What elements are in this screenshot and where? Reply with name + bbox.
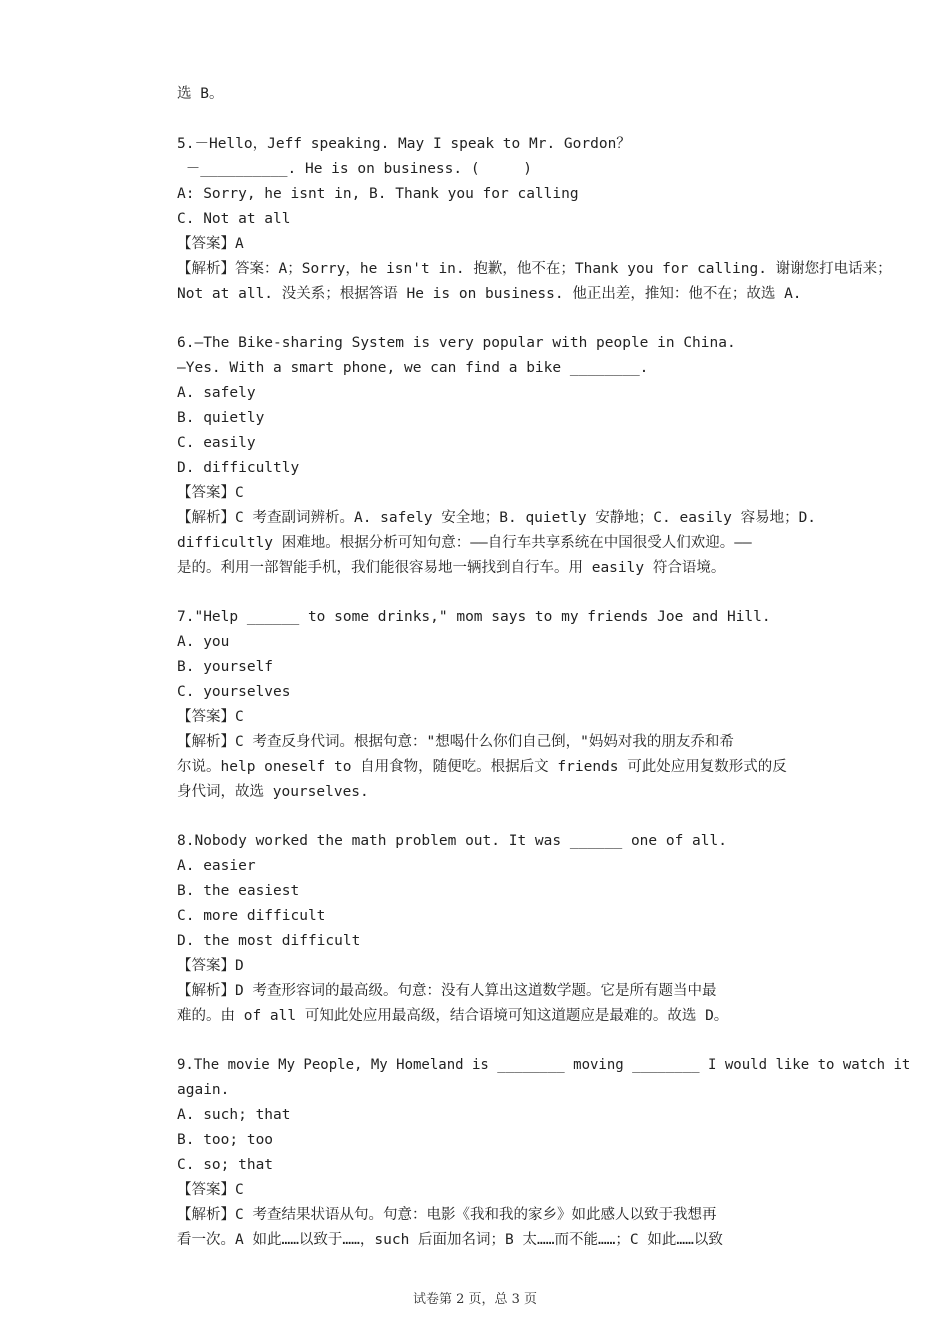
option-line: D. the most difficult	[177, 933, 361, 949]
option-line: A. easier	[177, 858, 256, 874]
option-line: D. difficultly	[177, 460, 300, 476]
analysis-line: 【解析】C 考查反身代词。根据句意："想喝什么你们自己倒，"妈妈对我的朋友乔和希	[177, 734, 734, 750]
option-line: A. such; that	[177, 1107, 291, 1123]
option-line: C. more difficult	[177, 908, 326, 924]
analysis-line: 【解析】D 考查形容词的最高级。句意：没有人算出这道数学题。它是所有题当中最	[177, 983, 717, 999]
answer-line: 【答案】C	[177, 1182, 244, 1198]
answer-line: 【答案】C	[177, 485, 244, 501]
option-line: B. too; too	[177, 1132, 274, 1148]
page-footer: 试卷第 2 页，总 3 页	[412, 1292, 538, 1307]
option-line: C. yourselves	[177, 684, 291, 700]
option-line: B. yourself	[177, 659, 274, 675]
analysis-line: 【解析】C 考查副词辨析。A. safely 安全地；B. quietly 安静地；C. easily 容易地；D.	[177, 510, 817, 526]
option-line: C. so; that	[177, 1157, 274, 1173]
option-line: C. easily	[177, 435, 256, 451]
analysis-line: 【解析】C 考查结果状语从句。句意：电影《我和我的家乡》如此感人以致于我想再	[177, 1207, 717, 1223]
question-5: 5.－Hello，Jeff speaking. May I speak to Mr. Gordon？	[177, 136, 631, 152]
text-line: —Yes. With a smart phone, we can find a bike ________.	[177, 360, 649, 376]
text-line: again.	[177, 1082, 230, 1098]
analysis-line: difficultly 困难地。根据分析可知句意：——自行车共享系统在中国很受人们欢迎。——	[177, 535, 752, 551]
question-6: 6.—The Bike-sharing System is very popular with people in China.	[177, 335, 736, 351]
question-9: 9.The movie My People, My Homeland is ________ moving ________ I would like to watch it	[177, 1057, 911, 1073]
text-line: －__________. He is on business. ( )	[177, 161, 532, 177]
answer-line: 【答案】C	[177, 709, 244, 725]
text-line: 选 B。	[177, 86, 224, 102]
analysis-line: 尔说。help oneself to 自用食物，随便吃。根据后文 friends 可此处应用复数形式的反	[177, 759, 787, 775]
analysis-line: 看一次。A 如此……以致于……，such 后面加名词；B 太……而不能……；C 如此……以致	[177, 1232, 723, 1248]
question-8: 8.Nobody worked the math problem out. It was ______ one of all.	[177, 833, 727, 849]
answer-line: 【答案】A	[177, 236, 244, 252]
analysis-line: 是的。利用一部智能手机，我们能很容易地一辆找到自行车。用 easily 符合语境。	[177, 560, 726, 576]
answer-line: 【答案】D	[177, 958, 244, 974]
question-7: 7."Help ______ to some drinks," mom says to my friends Joe and Hill.	[177, 609, 771, 625]
option-line: B. the easiest	[177, 883, 300, 899]
analysis-line: 身代词，故选 yourselves.	[177, 784, 369, 800]
analysis-line: 【解析】答案：A；Sorry，he isn't in. 抱歉，他不在；Thank you for calling. 谢谢您打电话来；	[177, 261, 892, 277]
option-line: A. safely	[177, 385, 256, 401]
option-line: C. Not at all	[177, 211, 291, 227]
option-line: A. you	[177, 634, 230, 650]
analysis-line: Not at all. 没关系；根据答语 He is on business. 他正出差，推知：他不在；故选 A.	[177, 286, 802, 302]
analysis-line: 难的。由 of all 可知此处应用最高级，结合语境可知这道题应是最难的。故选 D。	[177, 1008, 729, 1024]
option-line: A: Sorry, he isnt in, B. Thank you for calling	[177, 186, 579, 202]
option-line: B. quietly	[177, 410, 265, 426]
